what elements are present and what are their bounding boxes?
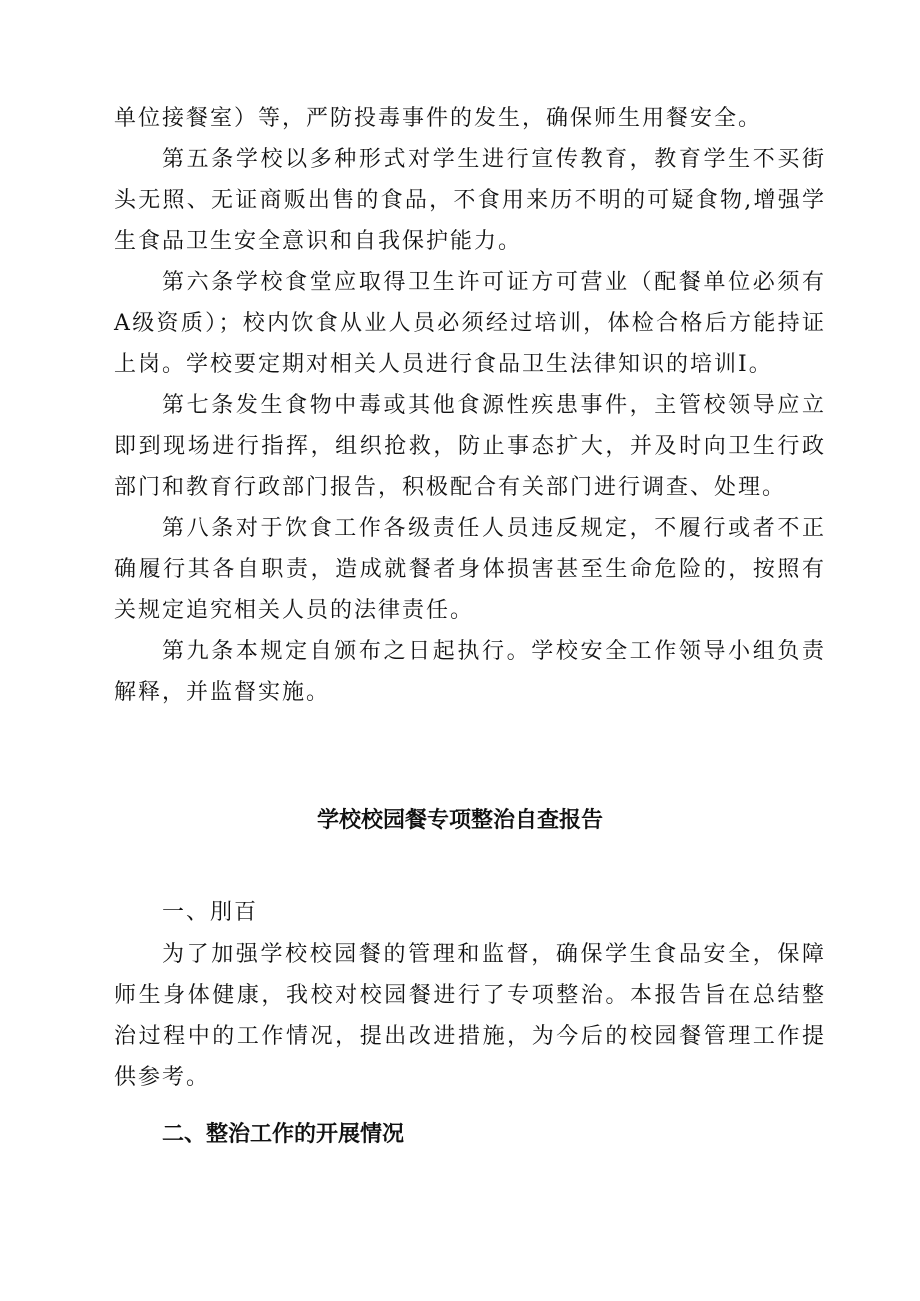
paragraph-article-8: 第八条对于饮食工作各级责任人员违反规定，不履行或者不正确履行其各自职责，造成就餐者身体损害甚至生命危险的，按照有关规定追究相关人员的法律责任。 (114, 516, 826, 623)
paragraph-article-6: 第六条学校食堂应取得卫生许可证方可营业（配餐单位必须有A级资质）；校内饮食从业人员必须经过培训，体检合格后方能持证上岗。学校要定期对相关人员进行食品卫生法律知识的培训I。 (114, 270, 826, 377)
section-heading-two: 二、整治工作的开展情况 (162, 1122, 405, 1147)
regulation-articles (114, 98, 826, 713)
paragraph-article-7: 第七条发生食物中毒或其他食源性疾患事件，主管校领导应立即到现场进行指挥，组织抢救，防止事态扩大，并及时向卫生行政部门和教育行政部门报告，积极配合有关部门进行调查、处理。 (114, 393, 826, 500)
report-title: 学校校园餐专项整治自查报告 (316, 808, 603, 833)
paragraph-article-9: 第九条本规定自颁布之日起执行。学校安全工作领导小组负责解释，并监督实施。 (114, 639, 826, 705)
section-heading-one: 一、刖百 (162, 900, 259, 925)
paragraph-continuation: 单位接餐室）等，严防投毒事件的发生，确保师生用餐安全。 (114, 106, 763, 131)
paragraph-article-5: 第五条学校以多种形式对学生进行宣传教育，教育学生不买街头无照、无证商贩出售的食品，不食用来历不明的可疑食物,增强学生食品卫生安全意识和自我保护能力。 (114, 147, 826, 254)
paragraph-intro: 为了加强学校校园餐的管理和监督，确保学生食品安全，保障师生身体健康，我校对校园餐进行了专项整治。本报告旨在总结整治过程中的工作情况，提出改进措施，为今后的校园餐管理工作提供参考。 (114, 942, 826, 1090)
intro-block (114, 934, 826, 1098)
